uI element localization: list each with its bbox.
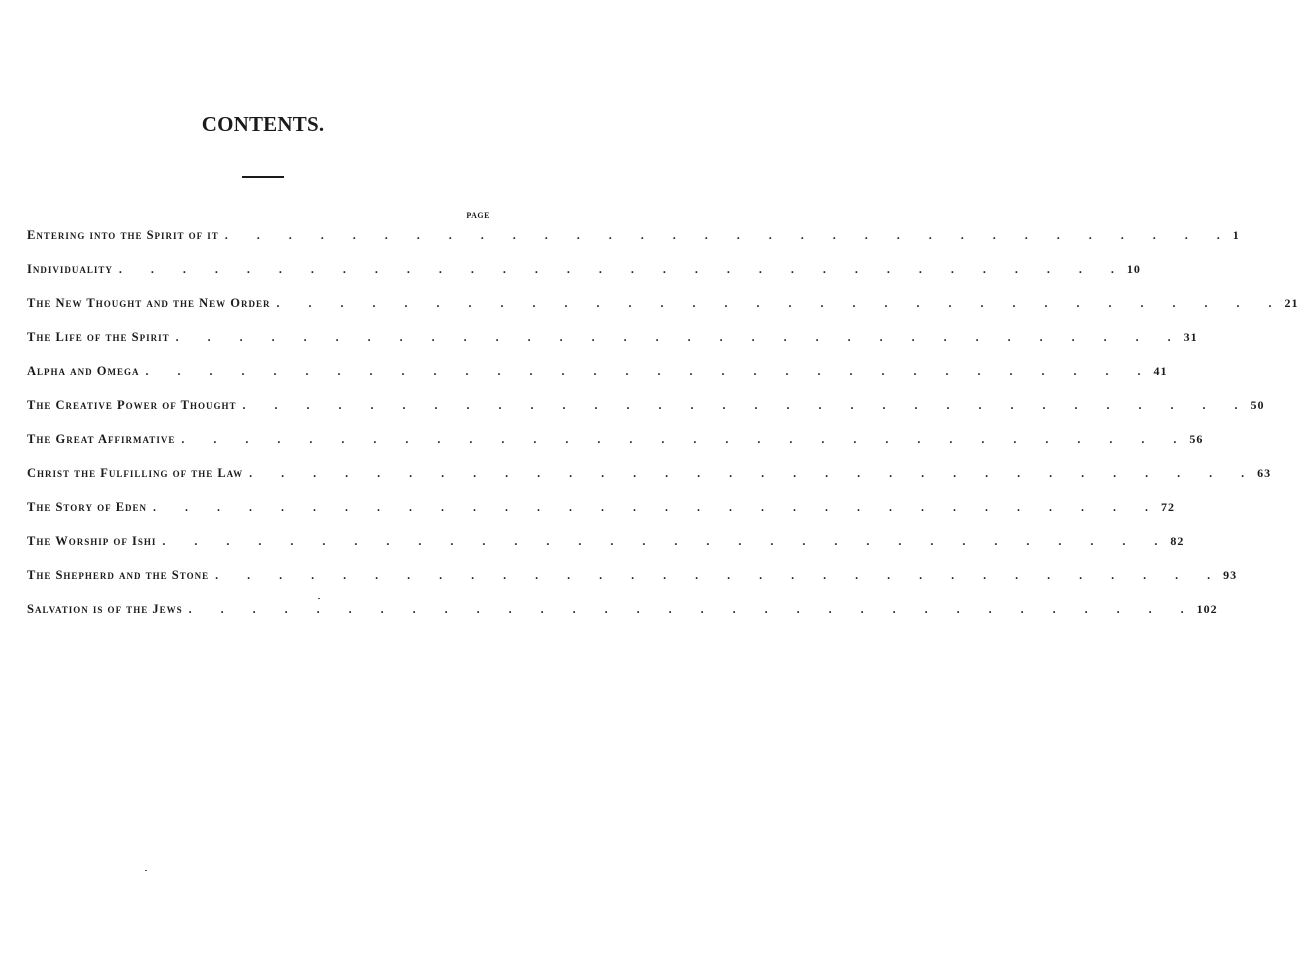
- toc-entry-page: 56: [1189, 431, 1204, 446]
- toc-leader-dots: . . . . . . . . . . . . . . . . . . . . . . . . . . . . . . . .: [153, 499, 1162, 514]
- toc-entry[interactable]: [27, 558, 1238, 592]
- toc-entry-page: 102: [1196, 601, 1218, 616]
- toc-entry-title: The New Thought and the New Order: [27, 296, 277, 311]
- toc-entry-page: 93: [1223, 567, 1238, 582]
- toc-entry-title: The Creative Power of Thought: [27, 398, 242, 413]
- page-column-header: PAGE: [466, 211, 490, 220]
- toc-entry-title: The Story of Eden: [27, 500, 153, 515]
- toc-entry-title: Individuality: [27, 262, 119, 277]
- toc-leader-dots: . . . . . . . . . . . . . . . . . . . . . . . . . . . . . . . .: [181, 431, 1190, 446]
- toc-entry[interactable]: [27, 286, 1299, 320]
- toc-leader-dots: . . . . . . . . . . . . . . . . . . . . . . . . . . . . . . . .: [162, 533, 1171, 548]
- toc-entry-page: 31: [1183, 329, 1198, 344]
- heading-rule: [242, 176, 284, 178]
- toc-leader-dots: . . . . . . . . . . . . . . . . . . . . . . . . . . . . . . . .: [215, 567, 1224, 582]
- toc-entry-page: 50: [1250, 397, 1265, 412]
- toc-entry-title: Salvation is of the Jews: [27, 602, 189, 617]
- toc-entry[interactable]: [27, 490, 1176, 524]
- paper-speck: [145, 870, 147, 871]
- toc-leader-dots: . . . . . . . . . . . . . . . . . . . . . . . . . . . . . . . .: [188, 601, 1197, 616]
- toc-entry[interactable]: [27, 252, 1141, 286]
- toc-entry-title: Alpha and Omega: [27, 364, 146, 379]
- toc-entry[interactable]: [27, 524, 1185, 558]
- toc-entry-title: The Great Affirmative: [27, 432, 181, 447]
- toc-entry[interactable]: [27, 320, 1198, 354]
- table-of-contents: [27, 218, 1299, 626]
- toc-entry[interactable]: [27, 388, 1265, 422]
- toc-leader-dots: . . . . . . . . . . . . . . . . . . . . . . . . . . . . . . . .: [242, 397, 1251, 412]
- toc-leader-dots: . . . . . . . . . . . . . . . . . . . . . . . . . . . . . . . .: [224, 227, 1233, 242]
- toc-entry[interactable]: [27, 218, 1240, 252]
- toc-entry-title: The Shepherd and the Stone: [27, 568, 215, 583]
- paper-speck: [318, 598, 320, 599]
- toc-entry[interactable]: [27, 592, 1218, 626]
- toc-leader-dots: . . . . . . . . . . . . . . . . . . . . . . . . . . . . . . . .: [118, 261, 1127, 276]
- toc-entry-title: The Life of the Spirit: [27, 330, 176, 345]
- toc-entry-page: 21: [1284, 295, 1299, 310]
- toc-entry[interactable]: [27, 354, 1168, 388]
- contents-heading: CONTENTS.: [201, 112, 325, 136]
- toc-entry-title: Christ the Fulfilling of the Law: [27, 466, 249, 481]
- toc-entry-page: 1: [1232, 227, 1240, 242]
- toc-entry-title: Entering into the Spirit of it: [27, 228, 225, 243]
- toc-leader-dots: . . . . . . . . . . . . . . . . . . . . . . . . . . . . . . . .: [249, 465, 1258, 480]
- toc-entry-page: 82: [1170, 533, 1185, 548]
- toc-leader-dots: . . . . . . . . . . . . . . . . . . . . . . . . . . . . . . . .: [175, 329, 1184, 344]
- toc-leader-dots: . . . . . . . . . . . . . . . . . . . . . . . . . . . . . . . .: [145, 363, 1154, 378]
- toc-entry[interactable]: [27, 456, 1272, 490]
- toc-entry-page: 72: [1161, 499, 1176, 514]
- toc-entry[interactable]: [27, 422, 1204, 456]
- toc-entry-page: 63: [1257, 465, 1272, 480]
- toc-entry-page: 10: [1126, 261, 1141, 276]
- toc-leader-dots: . . . . . . . . . . . . . . . . . . . . . . . . . . . . . . . .: [276, 295, 1285, 310]
- toc-entry-title: The Worship of Ishi: [27, 534, 162, 549]
- toc-entry-page: 41: [1153, 363, 1168, 378]
